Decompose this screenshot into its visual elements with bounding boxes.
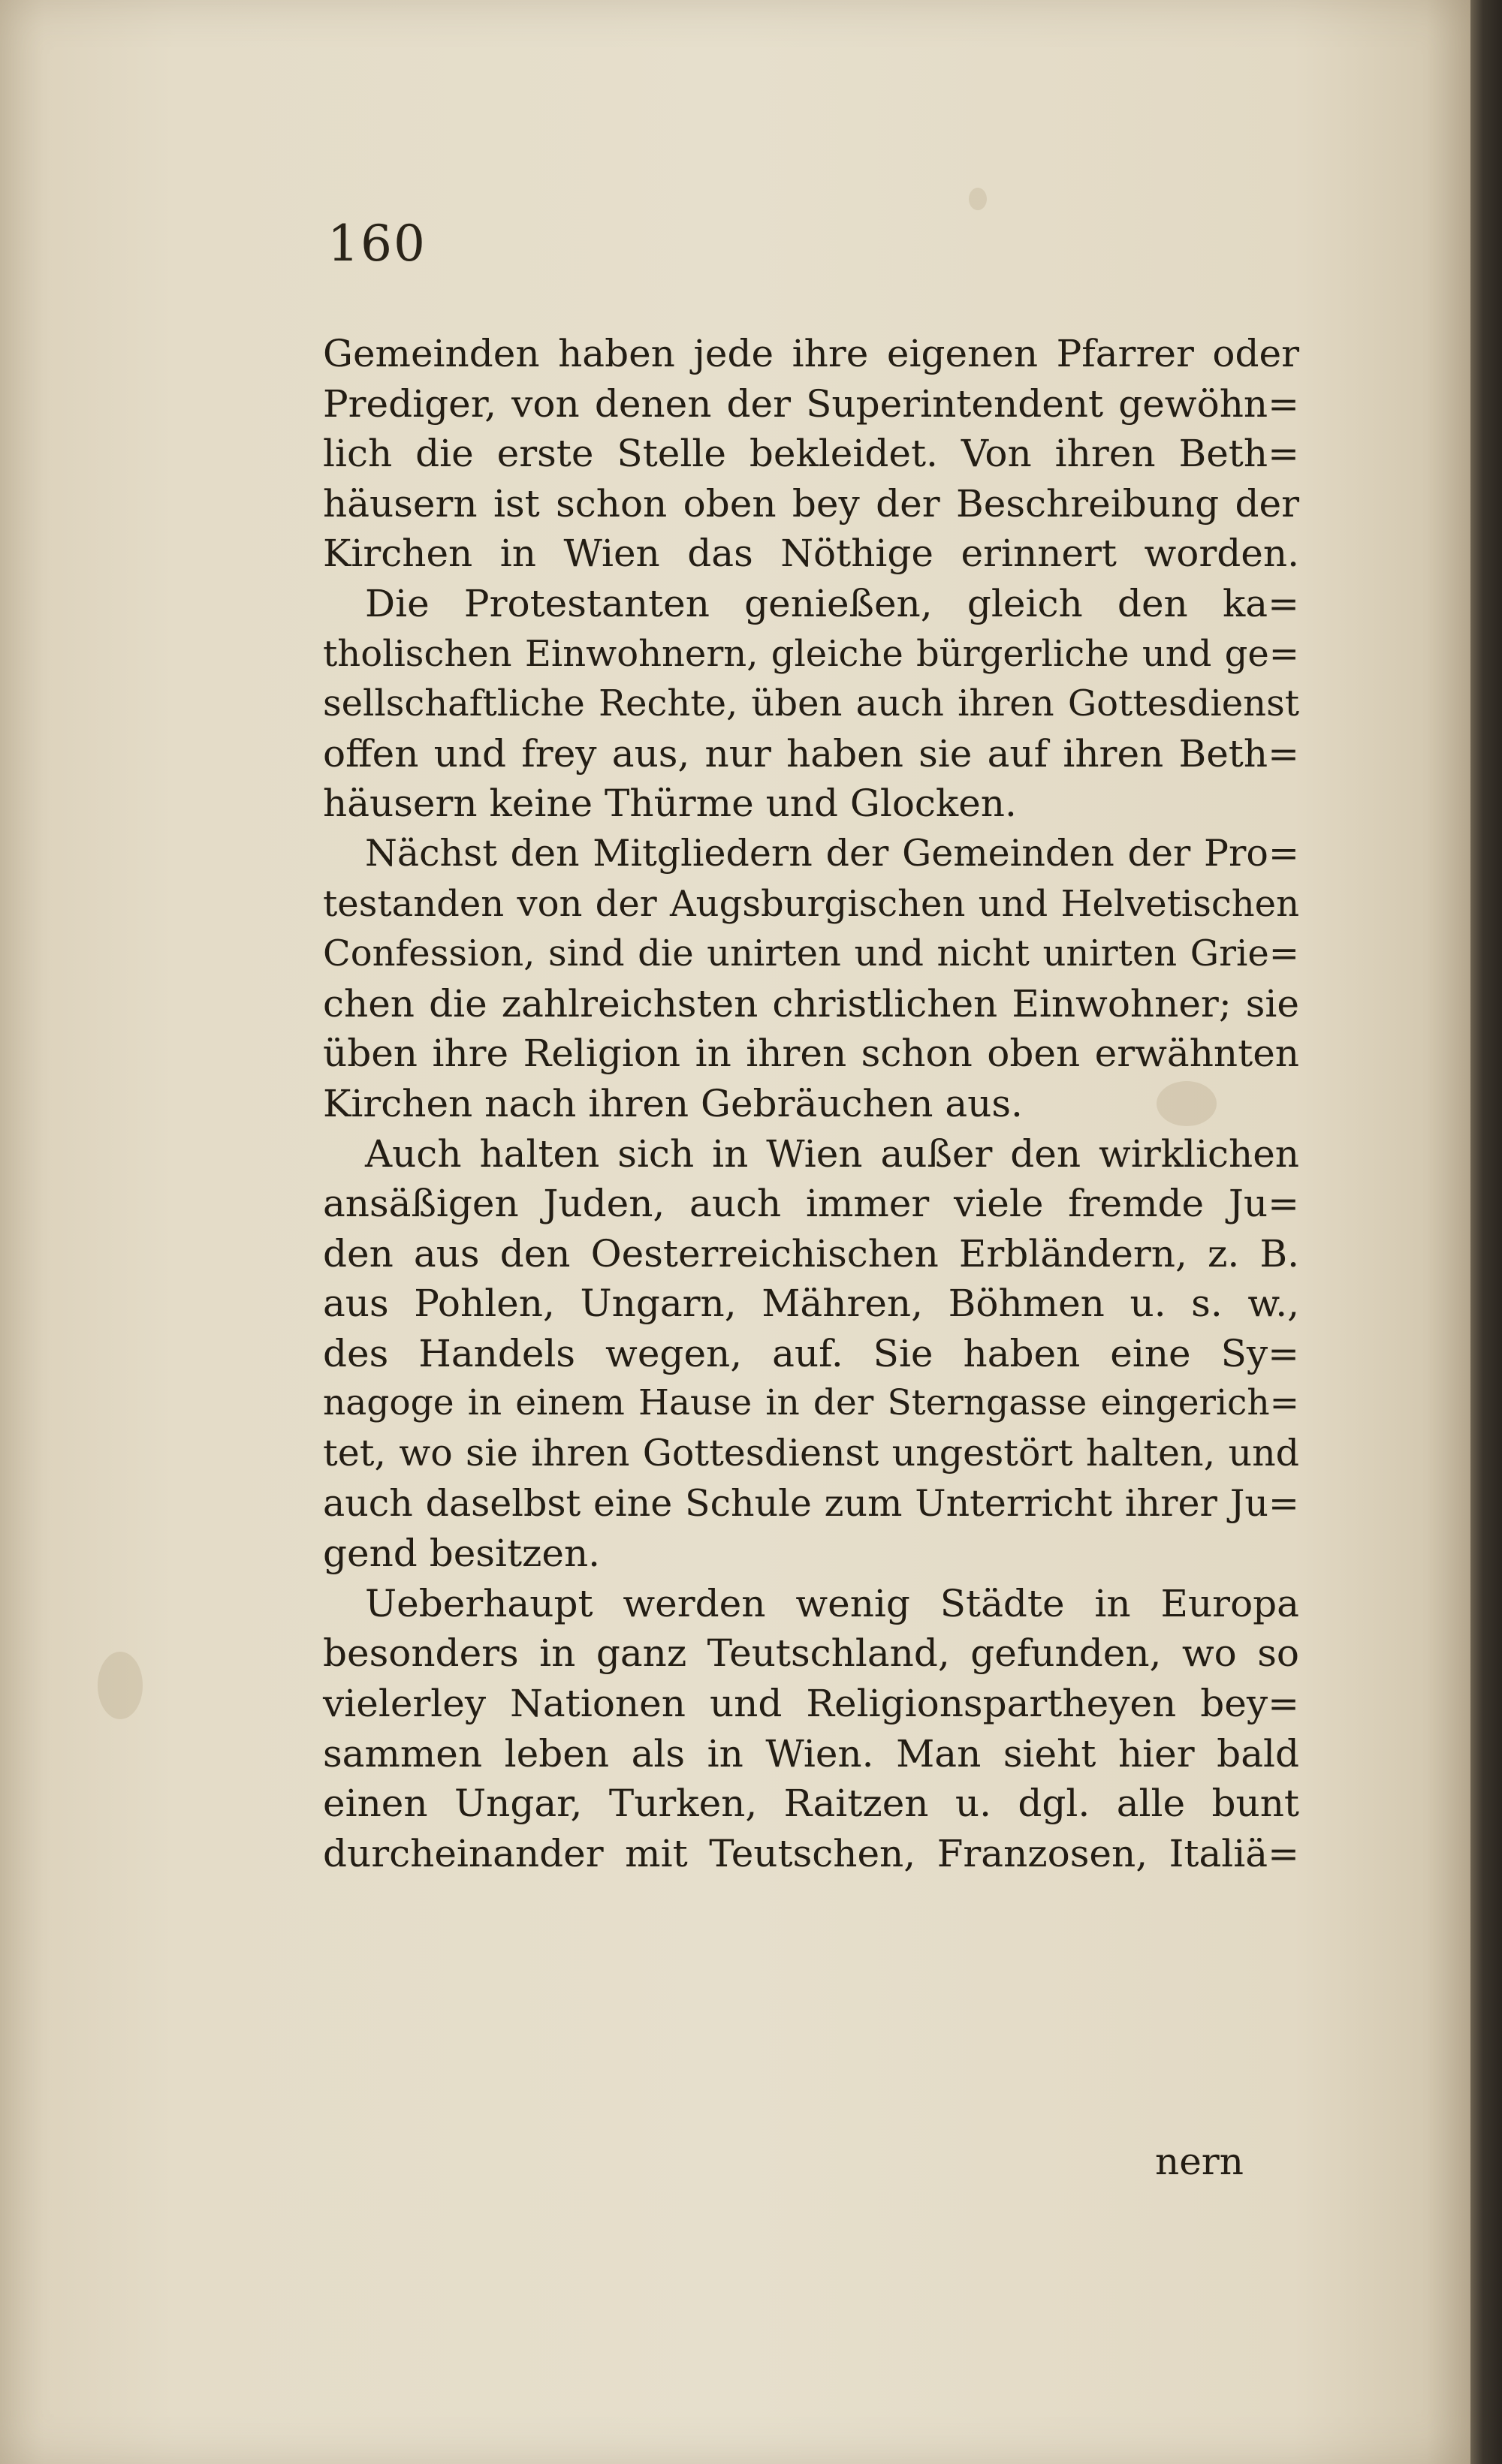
text-line: chen die zahlreichsten christlichen Einwohner; sie <box>323 981 1299 1026</box>
text-line: Confession, sind die unirten und nicht unirten Grie= <box>323 932 1299 975</box>
text-line: Prediger, von denen der Superintendent gewöhn= <box>323 381 1299 426</box>
text-line: offen und frey aus, nur haben sie auf ihren Beth= <box>323 731 1299 776</box>
text-line: auch daselbst eine Schule zum Unterricht ihrer Ju= <box>323 1481 1299 1525</box>
text-line: Nächst den Mitgliedern der Gemeinden der Pro= <box>365 831 1299 875</box>
text-line: sellschaftliche Rechte, üben auch ihren Gottesdienst <box>323 682 1299 725</box>
text-line: Die Protestanten genießen, gleich den ka= <box>365 581 1299 625</box>
text-line: Ueberhaupt werden wenig Städte in Europa <box>365 1581 1299 1625</box>
text-line: tet, wo sie ihren Gottesdienst ungestört halten, und <box>323 1432 1299 1475</box>
text-line: nagoge in einem Hause in der Sterngasse eingerich= <box>323 1382 1299 1424</box>
text-line: häusern ist schon oben bey der Beschreibung der <box>323 481 1299 526</box>
text-line: häusern keine Thürme und Glocken. <box>323 782 1017 826</box>
paper-stain <box>98 1652 143 1719</box>
text-line: testanden von der Augsburgischen und Helvetischen <box>323 882 1299 925</box>
text-line: durcheinander mit Teutschen, Franzosen, Italiä= <box>323 1831 1299 1875</box>
catchword: nern <box>1155 2140 1244 2183</box>
text-line: den aus den Oesterreichischen Erbländern, z. B. <box>323 1231 1299 1276</box>
text-line: des Handels wegen, auf. Sie haben eine Sy= <box>323 1331 1299 1375</box>
text-line: üben ihre Religion in ihren schon oben erwähnten <box>323 1032 1299 1076</box>
paper-stain <box>969 188 987 210</box>
text-line: lich die erste Stelle bekleidet. Von ihren Beth= <box>323 432 1299 476</box>
text-line: Gemeinden haben jede ihre eigenen Pfarrer oder <box>323 332 1299 375</box>
text-line: sammen leben als in Wien. Man sieht hier bald <box>323 1731 1299 1776</box>
text-line: Kirchen in Wien das Nöthige erinnert worden. <box>323 532 1299 576</box>
text-line: besonders in ganz Teutschland, gefunden, wo so <box>323 1631 1299 1676</box>
page-number: 160 <box>327 215 427 273</box>
text-line: Kirchen nach ihren Gebräuchen aus. <box>323 1081 1023 1125</box>
text-line: Auch halten sich in Wien außer den wirklichen <box>365 1131 1299 1176</box>
text-line: einen Ungar, Turken, Raitzen u. dgl. alle bunt <box>323 1782 1299 1826</box>
text-line: tholischen Einwohnern, gleiche bürgerliche und ge= <box>323 632 1299 675</box>
book-binding-edge <box>1470 0 1502 2464</box>
text-line: vielerley Nationen und Religionspartheyen bey= <box>323 1682 1299 1726</box>
text-line: gend besitzen. <box>323 1532 601 1576</box>
text-line: ansäßigen Juden, auch immer viele fremde Ju= <box>323 1182 1299 1226</box>
text-line: aus Pohlen, Ungarn, Mähren, Böhmen u. s. w., <box>323 1282 1299 1326</box>
body-text <box>323 329 1299 1878</box>
